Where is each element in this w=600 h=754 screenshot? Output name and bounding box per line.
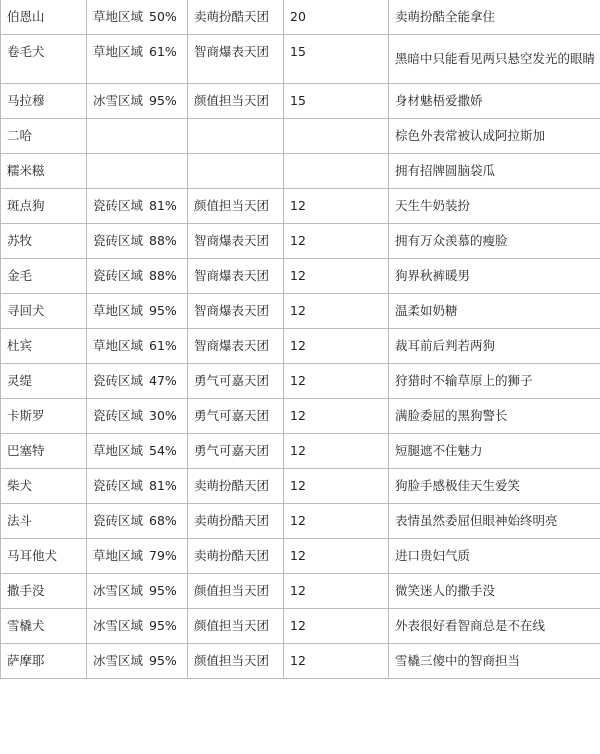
area-pct-cell bbox=[87, 224, 188, 259]
percent-text: 95% bbox=[149, 618, 177, 633]
area-text: 草地区域 bbox=[93, 303, 144, 318]
dog-name: 糯米糍 bbox=[7, 163, 45, 178]
number-cell bbox=[284, 329, 389, 364]
description-text: 天生牛奶装扮 bbox=[395, 198, 471, 213]
table-row bbox=[1, 259, 600, 294]
percent-text: 68% bbox=[149, 513, 177, 528]
dog-name-cell bbox=[1, 399, 87, 434]
description-cell bbox=[389, 154, 600, 189]
table-row bbox=[1, 119, 600, 154]
area-text: 瓷砖区域 bbox=[93, 268, 144, 283]
team-name: 智商爆表天团 bbox=[194, 233, 270, 248]
table-row bbox=[1, 644, 600, 679]
description-text: 微笑迷人的撒手没 bbox=[395, 583, 496, 598]
description-text: 身材魅梧爱撒娇 bbox=[395, 93, 483, 108]
description-cell bbox=[389, 189, 600, 224]
table-row bbox=[1, 84, 600, 119]
percent-text: 95% bbox=[149, 653, 177, 668]
team-cell bbox=[188, 469, 284, 504]
team-name: 智商爆表天团 bbox=[194, 303, 270, 318]
percent-text: 88% bbox=[149, 233, 177, 248]
team-cell bbox=[188, 364, 284, 399]
area-pct-cell bbox=[87, 259, 188, 294]
number-value: 12 bbox=[290, 618, 306, 633]
area-pct-cell bbox=[87, 119, 188, 154]
area-text: 瓷砖区域 bbox=[93, 513, 144, 528]
table-row bbox=[1, 364, 600, 399]
number-cell bbox=[284, 259, 389, 294]
team-cell bbox=[188, 329, 284, 364]
team-name: 颜值担当天团 bbox=[194, 198, 270, 213]
dog-name: 卡斯罗 bbox=[7, 408, 45, 423]
area-pct-cell bbox=[87, 399, 188, 434]
area-pct-cell bbox=[87, 154, 188, 189]
number-cell bbox=[284, 84, 389, 119]
area-text: 草地区域 bbox=[93, 44, 144, 59]
team-cell bbox=[188, 119, 284, 154]
description-cell bbox=[389, 119, 600, 154]
percent-text: 81% bbox=[149, 198, 177, 213]
team-cell bbox=[188, 294, 284, 329]
area-text: 草地区域 bbox=[93, 338, 144, 353]
dog-name: 撒手没 bbox=[7, 583, 45, 598]
description-cell bbox=[389, 0, 600, 35]
percent-text: 61% bbox=[149, 44, 177, 59]
number-cell bbox=[284, 469, 389, 504]
team-name: 智商爆表天团 bbox=[194, 268, 270, 283]
percent-text: 95% bbox=[149, 583, 177, 598]
percent-text: 54% bbox=[149, 443, 177, 458]
number-cell bbox=[284, 364, 389, 399]
description-text: 短腿遮不住魅力 bbox=[395, 443, 483, 458]
number-value: 15 bbox=[290, 93, 306, 108]
description-text: 狗界秋裤暖男 bbox=[395, 268, 471, 283]
dog-name-cell bbox=[1, 364, 87, 399]
table-row bbox=[1, 399, 600, 434]
description-text: 拥有万众羡慕的瘦脸 bbox=[395, 233, 508, 248]
number-cell bbox=[284, 119, 389, 154]
description-cell bbox=[389, 609, 600, 644]
number-value: 12 bbox=[290, 373, 306, 388]
description-text: 表情虽然委屈但眼神始终明亮 bbox=[395, 513, 558, 528]
dog-name-cell bbox=[1, 84, 87, 119]
table-row bbox=[1, 329, 600, 364]
table-row bbox=[1, 154, 600, 189]
area-text: 草地区域 bbox=[93, 9, 144, 24]
dog-name-cell bbox=[1, 434, 87, 469]
number-cell bbox=[284, 154, 389, 189]
team-cell bbox=[188, 399, 284, 434]
number-cell bbox=[284, 504, 389, 539]
description-cell bbox=[389, 434, 600, 469]
description-text: 温柔如奶糖 bbox=[395, 303, 458, 318]
team-cell bbox=[188, 189, 284, 224]
dog-name-cell bbox=[1, 189, 87, 224]
number-cell bbox=[284, 574, 389, 609]
dog-name-cell bbox=[1, 35, 87, 84]
number-cell bbox=[284, 399, 389, 434]
team-name: 智商爆表天团 bbox=[194, 338, 270, 353]
area-text: 瓷砖区域 bbox=[93, 373, 144, 388]
team-name: 颜值担当天团 bbox=[194, 93, 270, 108]
table-row bbox=[1, 504, 600, 539]
team-cell bbox=[188, 504, 284, 539]
dog-name: 二哈 bbox=[7, 128, 33, 143]
team-cell bbox=[188, 259, 284, 294]
number-value: 12 bbox=[290, 513, 306, 528]
dog-name-cell bbox=[1, 504, 87, 539]
description-text: 裁耳前后判若两狗 bbox=[395, 338, 496, 353]
table-row bbox=[1, 35, 600, 84]
team-name: 卖萌扮酷天团 bbox=[194, 478, 270, 493]
table-row bbox=[1, 224, 600, 259]
team-cell bbox=[188, 0, 284, 35]
percent-text: 95% bbox=[149, 93, 177, 108]
number-cell bbox=[284, 0, 389, 35]
number-cell bbox=[284, 224, 389, 259]
area-text: 草地区域 bbox=[93, 548, 144, 563]
dog-name: 斑点狗 bbox=[7, 198, 45, 213]
area-text: 瓷砖区域 bbox=[93, 233, 144, 248]
dog-name-cell bbox=[1, 154, 87, 189]
dog-name: 马耳他犬 bbox=[7, 548, 58, 563]
percent-text: 47% bbox=[149, 373, 177, 388]
dog-name: 苏牧 bbox=[7, 233, 33, 248]
dog-name: 伯恩山 bbox=[7, 9, 45, 24]
area-pct-cell bbox=[87, 364, 188, 399]
team-name: 勇气可嘉天团 bbox=[194, 443, 270, 458]
number-value: 12 bbox=[290, 548, 306, 563]
area-pct-cell bbox=[87, 329, 188, 364]
dog-name-cell bbox=[1, 539, 87, 574]
dog-name: 卷毛犬 bbox=[7, 44, 45, 59]
number-value: 12 bbox=[290, 408, 306, 423]
area-pct-cell bbox=[87, 539, 188, 574]
team-name: 卖萌扮酷天团 bbox=[194, 548, 270, 563]
number-value: 12 bbox=[290, 338, 306, 353]
percent-text: 79% bbox=[149, 548, 177, 563]
percent-text: 88% bbox=[149, 268, 177, 283]
percent-text: 30% bbox=[149, 408, 177, 423]
dog-name-cell bbox=[1, 644, 87, 679]
description-text: 狩猎时不输草原上的狮子 bbox=[395, 373, 533, 388]
dog-name: 萨摩耶 bbox=[7, 653, 45, 668]
description-text: 卖萌扮酷全能拿住 bbox=[395, 9, 496, 24]
table-row bbox=[1, 539, 600, 574]
area-text: 冰雪区域 bbox=[93, 618, 144, 633]
area-pct-cell bbox=[87, 644, 188, 679]
team-name: 卖萌扮酷天团 bbox=[194, 513, 270, 528]
description-cell bbox=[389, 399, 600, 434]
description-text: 外表很好看智商总是不在线 bbox=[395, 618, 546, 633]
team-name: 颜值担当天团 bbox=[194, 653, 270, 668]
description-cell bbox=[389, 35, 600, 84]
number-cell bbox=[284, 434, 389, 469]
description-text: 狗脸手感极佳天生爱笑 bbox=[395, 478, 521, 493]
team-name: 勇气可嘉天团 bbox=[194, 373, 270, 388]
dog-name: 雪橇犬 bbox=[7, 618, 45, 633]
percent-text: 81% bbox=[149, 478, 177, 493]
area-pct-cell bbox=[87, 294, 188, 329]
percent-text: 50% bbox=[149, 9, 177, 24]
dog-name-cell bbox=[1, 259, 87, 294]
area-pct-cell bbox=[87, 189, 188, 224]
number-value: 12 bbox=[290, 653, 306, 668]
team-cell bbox=[188, 609, 284, 644]
team-name: 勇气可嘉天团 bbox=[194, 408, 270, 423]
team-cell bbox=[188, 35, 284, 84]
dog-name: 寻回犬 bbox=[7, 303, 45, 318]
number-cell bbox=[284, 35, 389, 84]
percent-text: 61% bbox=[149, 338, 177, 353]
area-pct-cell bbox=[87, 574, 188, 609]
number-value: 15 bbox=[290, 44, 306, 59]
dog-name: 巴塞特 bbox=[7, 443, 45, 458]
dog-name-cell bbox=[1, 469, 87, 504]
description-text: 满脸委屈的黑狗警长 bbox=[395, 408, 508, 423]
dog-name-cell bbox=[1, 574, 87, 609]
description-cell bbox=[389, 574, 600, 609]
description-text: 雪橇三傻中的智商担当 bbox=[395, 653, 521, 668]
area-text: 冰雪区域 bbox=[93, 93, 144, 108]
area-pct-cell bbox=[87, 504, 188, 539]
team-name: 卖萌扮酷天团 bbox=[194, 9, 270, 24]
description-cell bbox=[389, 259, 600, 294]
area-text: 瓷砖区域 bbox=[93, 198, 144, 213]
area-text: 瓷砖区域 bbox=[93, 408, 144, 423]
dog-name: 柴犬 bbox=[7, 478, 33, 493]
team-cell bbox=[188, 154, 284, 189]
dog-name-cell bbox=[1, 609, 87, 644]
description-text: 拥有招牌圆脑袋瓜 bbox=[395, 163, 496, 178]
description-cell bbox=[389, 364, 600, 399]
number-cell bbox=[284, 644, 389, 679]
dog-name: 马拉穆 bbox=[7, 93, 45, 108]
description-cell bbox=[389, 224, 600, 259]
area-text: 草地区域 bbox=[93, 443, 144, 458]
number-value: 12 bbox=[290, 478, 306, 493]
table-row bbox=[1, 294, 600, 329]
area-text: 冰雪区域 bbox=[93, 583, 144, 598]
dog-name-cell bbox=[1, 224, 87, 259]
table-row bbox=[1, 609, 600, 644]
description-cell bbox=[389, 504, 600, 539]
description-cell bbox=[389, 329, 600, 364]
table-row bbox=[1, 574, 600, 609]
team-cell bbox=[188, 224, 284, 259]
dog-table-body bbox=[1, 0, 600, 679]
team-name: 颜值担当天团 bbox=[194, 618, 270, 633]
number-cell bbox=[284, 189, 389, 224]
description-text: 黑暗中只能看见两只悬空发光的眼睛 bbox=[395, 51, 596, 66]
dog-name-cell bbox=[1, 0, 87, 35]
number-cell bbox=[284, 609, 389, 644]
number-value: 12 bbox=[290, 233, 306, 248]
dog-name: 灵缇 bbox=[7, 373, 33, 388]
number-cell bbox=[284, 294, 389, 329]
dog-name-cell bbox=[1, 119, 87, 154]
area-text: 瓷砖区域 bbox=[93, 478, 144, 493]
area-text: 冰雪区域 bbox=[93, 653, 144, 668]
team-cell bbox=[188, 434, 284, 469]
description-text: 棕色外表常被认成阿拉斯加 bbox=[395, 128, 546, 143]
description-cell bbox=[389, 539, 600, 574]
team-name: 颜值担当天团 bbox=[194, 583, 270, 598]
table-row bbox=[1, 434, 600, 469]
description-text: 进口贵妇气质 bbox=[395, 548, 471, 563]
area-pct-cell bbox=[87, 609, 188, 644]
area-pct-cell bbox=[87, 84, 188, 119]
number-value: 12 bbox=[290, 443, 306, 458]
table-row bbox=[1, 0, 600, 35]
description-cell bbox=[389, 84, 600, 119]
number-value: 20 bbox=[290, 9, 306, 24]
description-cell bbox=[389, 469, 600, 504]
number-cell bbox=[284, 539, 389, 574]
number-value: 12 bbox=[290, 303, 306, 318]
percent-text: 95% bbox=[149, 303, 177, 318]
team-name: 智商爆表天团 bbox=[194, 44, 270, 59]
number-value: 12 bbox=[290, 583, 306, 598]
dog-name-cell bbox=[1, 329, 87, 364]
dog-name: 法斗 bbox=[7, 513, 33, 528]
team-cell bbox=[188, 644, 284, 679]
dog-name: 金毛 bbox=[7, 268, 33, 283]
description-cell bbox=[389, 294, 600, 329]
area-pct-cell bbox=[87, 0, 188, 35]
description-cell bbox=[389, 644, 600, 679]
table-row bbox=[1, 469, 600, 504]
team-cell bbox=[188, 84, 284, 119]
team-cell bbox=[188, 574, 284, 609]
number-value: 12 bbox=[290, 268, 306, 283]
area-pct-cell bbox=[87, 469, 188, 504]
table-row bbox=[1, 189, 600, 224]
area-pct-cell bbox=[87, 434, 188, 469]
dog-name: 杜宾 bbox=[7, 338, 33, 353]
area-pct-cell bbox=[87, 35, 188, 84]
team-cell bbox=[188, 539, 284, 574]
number-value: 12 bbox=[290, 198, 306, 213]
dog-name-cell bbox=[1, 294, 87, 329]
